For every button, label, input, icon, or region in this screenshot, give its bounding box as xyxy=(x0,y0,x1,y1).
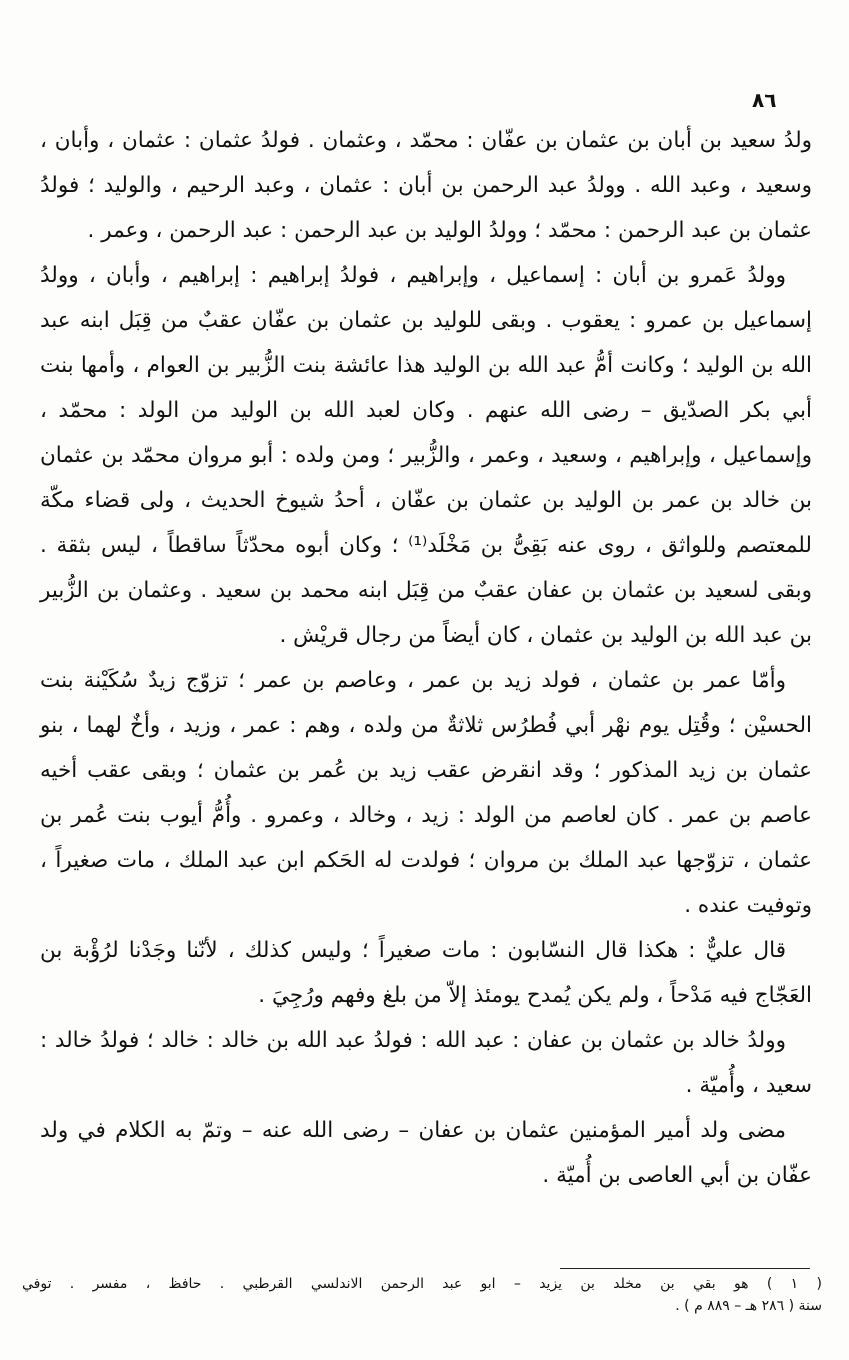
paragraph-khalid-sons: وولدُ خالد بن عثمان بن عفان : عبد الله : فولدُ عبد الله بن خالد : خالد ؛ فولدُ خالد : سعيد ، وأُميّة . xyxy=(40,1028,812,1098)
footnote-line-2: سنة ( ٢٨٦ هـ – ٨٨٩ م ) . xyxy=(675,1298,822,1314)
footnote xyxy=(22,1273,822,1317)
footnote-line-1: ( ١ ) هو بقي بن مخلد بن يزيد – ابو عبد الرحمن الاندلسي القرطبي . حافظ ، مفسر . توفي xyxy=(22,1276,822,1292)
paragraph-said-sons: ولدُ سعيد بن أبان بن عثمان بن عفّان : محمّد ، وعثمان . فولدُ عثمان : عثمان ، وأبان ، وسعيد ، وعبد الله . وولدُ عبد الرحمن بن أبان : عثمان ، وعبد الرحيم ، والوليد ؛ فولدُ عثمان بن عبد الرحمن : محمّد ؛ وولدُ الوليد بن عبد الرحمن : عبد الرحمن ، وعمر . xyxy=(40,128,812,243)
paragraph-ali-note: قال عليٌّ : هكذا قال النسّابون : مات صغيراً ؛ وليس كذلك ، لأنّنا وجَدْنا لرُؤْبة بن العَجّاج فيه مَدْحاً ، ولم يكن يُمدح يومئذ إلاّ من بلغ وفهم ورُجِيَ . xyxy=(40,938,812,1008)
paragraph-umar-sons: وأمّا عمر بن عثمان ، فولد زيد بن عمر ، وعاصم بن عمر ؛ تزوّج زيدٌ سُكَيْنة بنت الحسيْن ؛ وقُتِل يوم نهْر أبي فُطرُس ثلاثةٌ من ولده ، وهم : عمر ، وزيد ، وأخٌ لهما ، بنو عثمان بن زيد المذكور ؛ وقد انقرض عقب زيد بن عُمر بن عثمان ؛ وبقى عقب أخيه عاصم بن عمر . كان لعاصم من الولد : زيد ، وخالد ، وعمرو . وأُمُّ أيوب بنت عُمر بن عثمان ، تزوّجها عبد الملك بن مروان ؛ فولدت له الحَكم ابن عبد الملك ، مات صغيراً ، وتوفيت عنده . xyxy=(40,668,812,918)
paragraph-conclusion: مضى ولد أمير المؤمنين عثمان بن عفان – رضى الله عنه – وتمّ به الكلام في ولد عفّان بن أبي العاصى بن أُميّة . xyxy=(40,1118,812,1188)
footnote-divider xyxy=(560,1268,810,1269)
body-text xyxy=(40,118,812,1198)
page-number: ٨٦ xyxy=(752,88,777,112)
paragraph-amr-sons: وولدُ عَمرو بن أبان : إسماعيل ، وإبراهيم ، فولدُ إبراهيم : إبراهيم ، وأبان ، وولدُ إسماعيل بن عمرو : يعقوب . وبقى للوليد بن عثمان بن عفّان عقبٌ من قِبَل ابنه عبد الله بن الوليد ؛ وكانت أمُّ عبد الله بن الوليد هذا عائشة بنت الزُّبير بن العوام ، وأمها بنت أبي بكر الصدّيق – رضى الله عنهم . وكان لعبد الله بن الوليد من الولد : محمّد ، وإسماعيل ، وإبراهيم ، وسعيد ، وعمر ، والزُّبير ؛ ومن ولده : أبو مروان محمّد بن عثمان بن خالد بن عمر بن الوليد بن عثمان بن عفّان ، أحدُ شيوخ الحديث ، ولى قضاء مكّة للمعتصم وللواثق ، روى عنه بَقِىُّ بن مَخْلَد⁽¹⁾ ؛ وكان أبوه محدّثاً ساقطاً ، ليس بثقة . وبقى لسعيد بن عثمان بن عفان عقبٌ من قِبَل ابنه محمد بن سعيد . وعثمان بن الزُّبير بن عبد الله بن الوليد بن عثمان ، كان أيضاً من رجال قريْش . xyxy=(40,263,812,648)
